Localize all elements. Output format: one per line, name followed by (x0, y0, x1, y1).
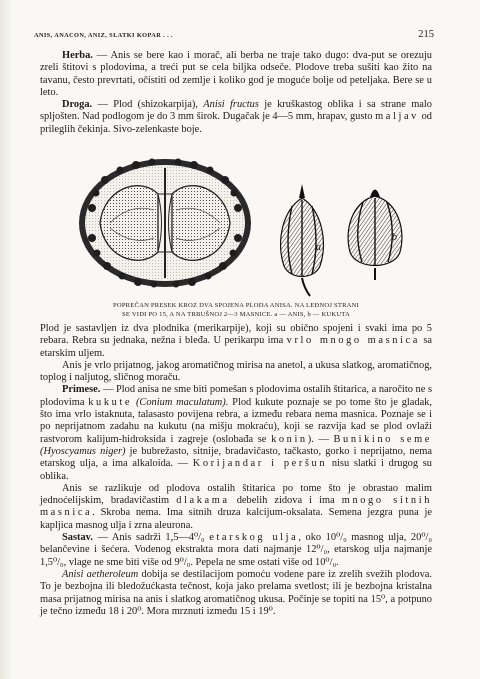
sastav-text-2: , oko 10⁰/₀ masnog ulja, 20⁰/₀ belančevine i šećera. Vodenog ekstrakta mora dati najmanje 12⁰/₀, etarskog ulja najmanje 1,5⁰/₀, vlage ne sme biti više od 9⁰/₀. Pepela ne sme ostati više od 10⁰/₀. (40, 532, 432, 568)
running-title: ANIS, ANACON, ANIZ, SLATKI KOPAR . . . (34, 32, 173, 39)
droga-heading: Droga. (62, 99, 93, 111)
droga-latin: Anisi fructus (203, 99, 259, 111)
paragraph-miris: Anis je vrlo prijatnog, jakog aromatičnog mirisa na anetol, a ukusa slatkog, aromatičnog, toplog i naljutog, sličnog moraču. (40, 359, 432, 384)
droga-text-1: — Plod (shizokarpija), (92, 99, 204, 111)
razlikuje-text-1: Anis se razlikuje od plodova ostalih štitarica po tome što je obrastao malim jednoćelijskim, bradavičastim (40, 482, 432, 507)
paragraph-plod (40, 323, 432, 360)
primese-text-1: — Plod anisa ne sme biti pomešan s plodovima ostalih štitarica, a naročito ne s plodovima (40, 384, 432, 408)
aetheroleum-latin: Anisi aetheroleum (62, 568, 139, 580)
paragraph-droga (40, 99, 432, 136)
sastav-text-1: — Anis sadrži 1,5—4⁰/₀ (92, 532, 210, 544)
sastav-heading: Sastav. (62, 532, 93, 544)
razlikuje-spaced-2: mnogo sitnih masnica (40, 495, 432, 519)
razlikuje-text-2: debelih zidova i ima (229, 495, 342, 507)
droga-text-3: od prileglih čekinja. Sivo-zelenkaste boje. (40, 111, 432, 135)
paragraph-herba (40, 50, 432, 99)
cross-section-drawing (79, 159, 251, 288)
anise-fruit-drawing (281, 184, 324, 296)
anise-fruit-illustration (70, 148, 420, 298)
primese-spaced-4: Korijandar i peršun (192, 458, 328, 470)
sastav-spaced: etarskog ulja (209, 532, 299, 544)
primese-spaced-2: konin (271, 433, 308, 445)
label-a: a (316, 242, 321, 253)
bottom-text-block (40, 323, 432, 618)
primese-latin-2: (Hyoscyamus niger) (40, 445, 126, 457)
paragraph-sastav (40, 532, 432, 569)
razlikuje-spaced-1: dlakama (176, 495, 230, 507)
label-b: b (392, 232, 397, 243)
herba-heading: Herba. (62, 50, 93, 61)
primese-latin-1: (Conium maculatum). (132, 396, 229, 408)
primese-spaced-1: kukute (88, 396, 133, 408)
primese-text-5: nisu slatki i drugog su oblika. (40, 458, 432, 482)
caption-line-1: POPREČAN PRESEK KROZ DVA SPOJENA PLODA ANISA. NA LEĐNOJ STRANI (112, 302, 360, 309)
top-text-block (40, 50, 432, 136)
plod-spaced: vrlo mnogo masnica (286, 335, 420, 347)
page-number: 215 (418, 29, 434, 40)
primese-heading: Primese. (62, 384, 101, 396)
razlikuje-text-3: . Skroba nema. Ima sitnih druza kalcijum-oksalata. Semena jezgra puna je kapljica masnog ulja i zrna aleurona. (40, 507, 432, 531)
primese-text-2: Plod kukute poznaje se po tome što je gladak, što ima vrlo istaknuta, talasasto povijena rebra, a između rebara nema masnica. Poznaje se i po neprijatnom zadahu na kukutu (na mišju mokraću), koji se razvija kad se plod ovlaži rastvorom kalijum-hidroksida i zagreje (oslobađa se (40, 396, 433, 445)
primese-text-3: ). — (307, 433, 334, 445)
paragraph-primese (40, 384, 432, 482)
primese-spaced-3: Bunikino seme (333, 433, 432, 445)
aetheroleum-text: dobija se destilacijom pomoću vodene pare iz zrelih svežih plodova. To je bezbojna ili bledožućkasta tečnost, koja jako prelama svetlost; ili je bezbojna kristalna masa prijatnog mirisa na anis i slatkog aromatičnog ukusa. Počinje se topiti na 15⁰, a potpuno je tečno između 18 i 20⁰. Mora mrznuti između 15 i 19⁰. (40, 568, 432, 617)
paragraph-razlikuje (40, 483, 432, 532)
primese-text-4: je bubrežasto, sitnije, bradavičasto, tačkasto, gorko i neprijatno, nema etarskog ulja, a ima alkaloida. — (40, 445, 432, 470)
plod-text-1: Plod je sastavljen iz dva plodnika (merikarpije), koji su obično spojeni i svaki ima po 5 rebara. Rebra su jednaka, nežna i bleđa. U perikarpu ima (40, 323, 432, 347)
paragraph-aetheroleum (40, 569, 432, 618)
droga-spaced: maljav (375, 111, 419, 123)
droga-text-2: je kruškastog oblika i sa strane malo spljošten. Nad podlogom je do 3 mm širok. Dugačak je 4—5 mm, hrapav, gusto (40, 99, 433, 123)
hemlock-fruit-drawing (348, 190, 402, 281)
herba-text: — Anis se bere kao i morač, ali berba ne traje tako dugo: dva-put se orezuju zreli štitovi s plodovima, a treći put se cela biljka odseče. Plodove treba sušiti kao žito na tavanu, često prevrtati, očistiti od zemlje i koliko god je moguće bolje od peteljaka. Bere se u leto. (40, 50, 432, 98)
caption-line-2: SE VIDI PO 15, A NA TRBUŠNOJ 2—3 MASNICE. a — ANIS, b — KUKUTA (122, 310, 350, 318)
plod-text-2: sa etarskim uljem. (40, 335, 432, 359)
figure-caption (40, 302, 432, 319)
